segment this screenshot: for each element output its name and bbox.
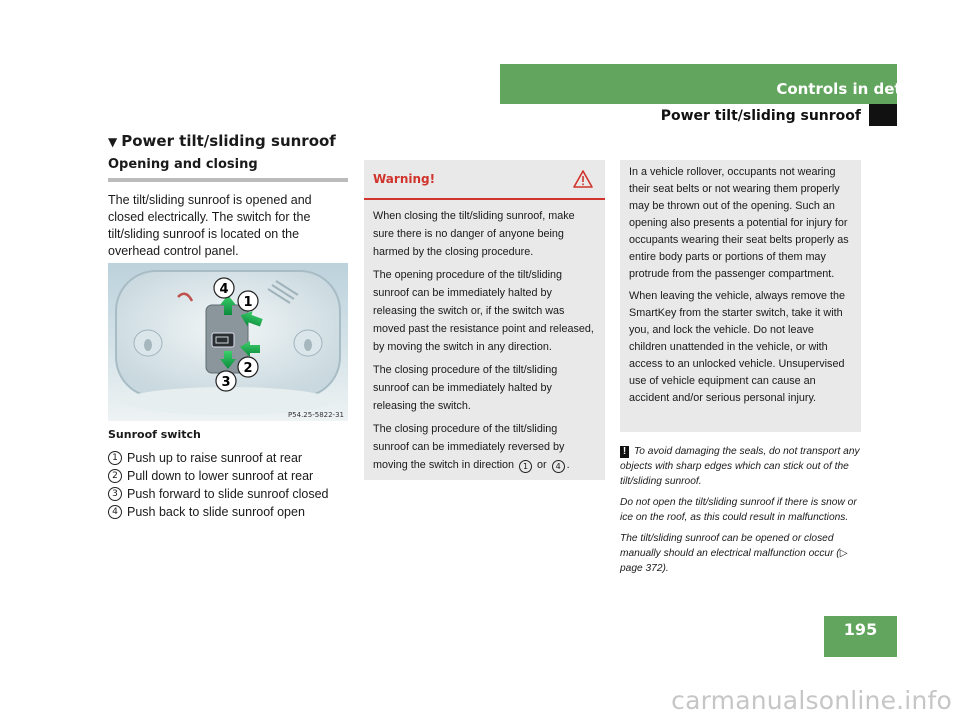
legend-item (108, 467, 358, 485)
legend-text: Pull down to lower sunroof at rear (127, 469, 314, 483)
svg-text:3: 3 (221, 375, 231, 390)
warning-paragraph: The closing procedure of the tilt/sliding sunroof can be immediately halted by releasing the switch. (373, 364, 558, 412)
rollover-warning-box (620, 160, 861, 432)
legend-item (108, 449, 358, 467)
callout-2 (238, 357, 258, 377)
caution-icon: ! (620, 446, 629, 458)
legend-number: 2 (108, 469, 122, 483)
callout-1 (238, 291, 258, 311)
direction-number: 1 (519, 460, 532, 473)
warning-title: Warning! (373, 172, 436, 186)
warning-paragraph (373, 420, 596, 474)
callout-3 (216, 371, 236, 391)
warning-box (364, 160, 605, 480)
note-paragraph (620, 444, 862, 489)
note-paragraph: Do not open the tilt/sliding sunroof if there is snow or ice on the roof, as this could result in malfunctions. (620, 497, 857, 523)
warning-paragraph: The opening procedure of the tilt/sliding sunroof can be immediately halted by releasing the switch or, if the switch was moved past the resistance point and released, by moving the switch in any direction. (373, 269, 594, 353)
page-number: 195 (843, 620, 878, 639)
figure-code: P54.25-5822-31 (287, 411, 344, 419)
warning-paragraph: When leaving the vehicle, always remove the SmartKey from the starter switch, take it with you, and lock the vehicle. Do not leave children unattended in the vehicle, or with access to an unlocked vehicle. Unsupervised use of vehicle equipment can cause an accident and/or serious personal injury. (629, 290, 846, 404)
warning-text: . (566, 459, 570, 471)
intro-paragraph: The tilt/sliding sunroof is opened and closed electrically. The switch for the tilt/sliding sunroof is located on the overhead control panel. (108, 193, 312, 258)
section-triangle-icon: ▼ (108, 135, 118, 149)
notes-section (620, 444, 862, 582)
opening-closing-section (108, 156, 348, 260)
warning-header (364, 160, 605, 200)
svg-text:1: 1 (243, 295, 253, 310)
legend-text: Push back to slide sunroof open (127, 505, 305, 519)
watermark: carmanualsonline.info (671, 686, 952, 715)
header-marker (869, 104, 897, 126)
svg-text:4: 4 (219, 282, 229, 297)
legend-text: Push up to raise sunroof at rear (127, 451, 303, 465)
header-chapter-title: Power tilt/sliding sunroof (660, 108, 861, 124)
warning-text: or (537, 459, 547, 471)
warning-body (364, 200, 605, 474)
switch-legend (108, 449, 358, 521)
sunroof-switch-image (108, 263, 348, 421)
note-paragraph: The tilt/sliding sunroof can be opened or closed manually should an electrical malfunction occur (▷ page 372). (620, 533, 848, 574)
legend-number: 3 (108, 487, 122, 501)
warning-paragraph: When closing the tilt/sliding sunroof, make sure there is no danger of anyone being harmed by the closing procedure. (373, 210, 575, 258)
direction-number: 4 (552, 460, 565, 473)
legend-number: 4 (108, 505, 122, 519)
legend-text: Push forward to slide sunroof closed (127, 487, 329, 501)
page-title (108, 132, 336, 150)
figure-caption: Sunroof switch (108, 428, 201, 441)
legend-item (108, 485, 358, 503)
note-text: To avoid damaging the seals, do not transport any objects with sharp edges which can stick out of the tilt/sliding sunroof. (620, 446, 860, 487)
page-number-box (824, 616, 897, 657)
page-title-text: Power tilt/sliding sunroof (121, 132, 336, 150)
warning-paragraph: In a vehicle rollover, occupants not wearing their seat belts or not wearing them properly may be thrown out of the opening. Such an opening also presents a potential for injury for occupants wearing their seat belts properly as entire body parts or portions of them may protrude from the passenger compartment. (629, 166, 849, 280)
svg-text:2: 2 (243, 361, 253, 376)
callout-4 (214, 278, 234, 298)
warning-text: The closing procedure of the tilt/sliding sunroof can be immediately reversed by moving the switch in direction (373, 423, 565, 471)
header-section-title: Controls in detail (776, 80, 922, 98)
rollover-warning-body (620, 160, 861, 407)
warning-triangle-icon (573, 170, 593, 188)
section-heading: Opening and closing (108, 156, 348, 182)
legend-item (108, 503, 358, 521)
legend-number: 1 (108, 451, 122, 465)
